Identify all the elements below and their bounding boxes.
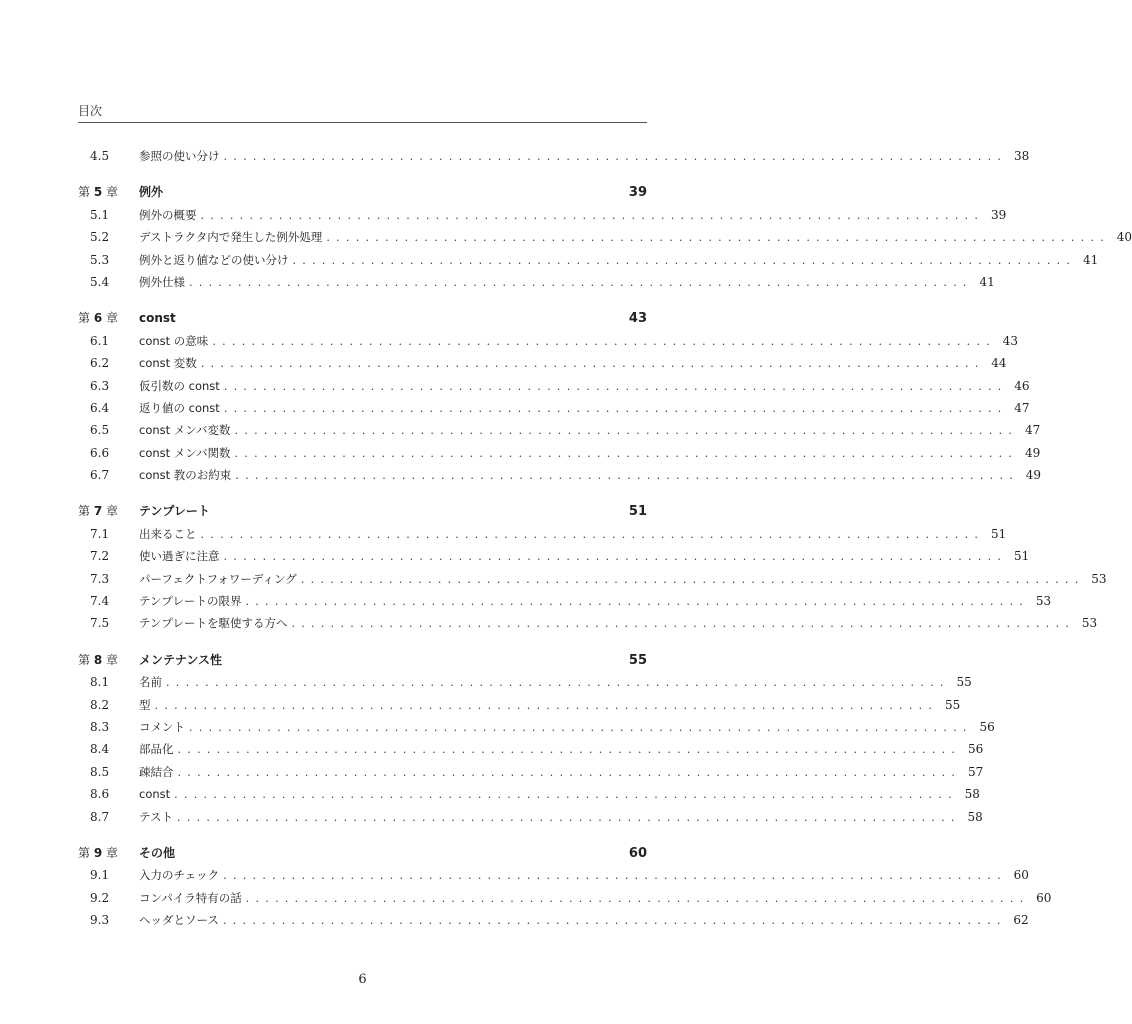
section-number: 8.3 (90, 719, 110, 734)
section-title: const メンバ関数 (139, 445, 231, 460)
section-page: 38 (1013, 149, 1030, 163)
dot-leader: ................................................................................ (177, 810, 961, 824)
section-title: const メンバ変数 (139, 423, 231, 438)
toc-section-entry[interactable] (78, 419, 1041, 441)
section-number: 9.3 (90, 913, 110, 928)
section-page: 56 (979, 719, 995, 734)
dot-leader: ................................................................................ (234, 446, 1019, 460)
section-number: 6.1 (90, 333, 110, 348)
chapter-prefix: 第 (78, 504, 91, 519)
table-of-contents (78, 145, 1132, 932)
dot-leader: ................................................................................ (223, 401, 1008, 415)
section-page: 55 (944, 697, 961, 712)
toc-chapter-entry[interactable] (78, 181, 647, 203)
section-number: 6.7 (90, 468, 110, 483)
dot-leader: ................................................................................ (177, 765, 962, 779)
toc-section-entry[interactable] (78, 738, 984, 760)
toc-section-entry[interactable] (78, 864, 1029, 886)
section-number: 6.5 (90, 423, 110, 438)
toc-section-entry[interactable] (78, 671, 972, 693)
dot-leader: ................................................................................ (292, 253, 1077, 267)
section-page: 44 (991, 356, 1007, 371)
section-page: 40 (1116, 230, 1132, 245)
section-title: 入力のチェック (139, 868, 220, 883)
toc-section-entry[interactable] (78, 330, 1019, 352)
dot-leader: ................................................................................ (200, 527, 985, 541)
section-page: 53 (1091, 571, 1107, 586)
section-page: 51 (1013, 549, 1030, 564)
toc-section-entry[interactable] (78, 545, 1030, 567)
chapter-page: 51 (628, 504, 647, 520)
dot-leader: ................................................................................ (223, 869, 1007, 883)
chapter-number (78, 842, 139, 864)
dot-leader: ................................................................................ (200, 208, 985, 222)
toc-section-entry[interactable] (78, 352, 1007, 374)
section-number: 8.1 (90, 675, 110, 690)
toc-section-entry[interactable] (78, 568, 1107, 590)
section-title: 出来ること (139, 526, 197, 541)
section-page: 53 (1081, 616, 1098, 631)
section-page: 43 (1002, 333, 1019, 348)
section-page: 57 (967, 764, 984, 779)
section-title: 使い過ぎに注意 (139, 549, 220, 564)
section-title: 名前 (139, 675, 162, 690)
section-title: テンプレートの限界 (139, 594, 242, 609)
dot-leader: ................................................................................ (189, 720, 973, 734)
section-number: 8.4 (90, 742, 110, 757)
section-number: 9.2 (90, 890, 110, 905)
chapter-title: テンプレート (139, 504, 210, 519)
chapter-page: 55 (628, 652, 647, 668)
toc-section-entry[interactable] (78, 145, 1030, 167)
section-page: 47 (1014, 400, 1030, 415)
section-page: 39 (990, 207, 1007, 222)
dot-leader: ................................................................................ (223, 550, 1008, 564)
toc-section-entry[interactable] (78, 590, 1052, 612)
section-title: 例外の概要 (139, 207, 197, 222)
section-title: 型 (139, 697, 151, 712)
section-title: コメント (139, 719, 185, 734)
section-number: 6.6 (90, 445, 110, 460)
chapter-page: 43 (628, 311, 647, 327)
chapter-suffix: 章 (106, 311, 119, 326)
section-title: テンプレートを駆使する方へ (139, 616, 288, 631)
section-number: 6.3 (90, 378, 110, 393)
section-title: 例外仕様 (139, 274, 185, 289)
section-page: 60 (1013, 868, 1029, 883)
section-number: 7.3 (90, 571, 110, 586)
chapter-num: 6 (93, 311, 103, 326)
chapter-title: メンテナンス性 (139, 652, 223, 667)
section-number: 5.3 (90, 252, 110, 267)
dot-leader: ................................................................................ (234, 424, 1019, 438)
section-title: ヘッダとソース (139, 913, 219, 928)
section-number: 8.2 (90, 697, 110, 712)
chapter-number (78, 181, 139, 203)
section-page: 58 (964, 787, 980, 802)
section-title: コンパイラ特有の話 (139, 890, 242, 905)
dot-leader: ................................................................................ (245, 595, 1030, 609)
chapter-suffix: 章 (106, 652, 119, 667)
dot-leader: ................................................................................ (245, 891, 1030, 905)
chapter-title: その他 (139, 845, 176, 860)
section-page: 47 (1024, 423, 1041, 438)
toc-section-entry[interactable] (78, 226, 1132, 248)
section-page: 60 (1036, 890, 1052, 905)
toc-section-entry[interactable] (78, 887, 1052, 909)
section-title: const 変数 (139, 356, 197, 371)
section-number: 5.1 (90, 207, 110, 222)
section-number: 8.5 (90, 764, 110, 779)
toc-section-entry[interactable] (78, 523, 1007, 545)
section-page: 49 (1024, 445, 1041, 460)
chapter-page: 39 (628, 185, 647, 201)
section-page: 53 (1035, 594, 1052, 609)
toc-section-entry[interactable] (78, 204, 1007, 226)
chapter-suffix: 章 (106, 504, 119, 519)
section-number: 7.5 (90, 616, 110, 631)
toc-section-entry[interactable] (78, 271, 995, 293)
section-number: 7.2 (90, 549, 110, 564)
dot-leader: ................................................................................ (177, 743, 962, 757)
section-page: 51 (990, 526, 1007, 541)
section-number: 7.4 (90, 594, 110, 609)
dot-leader: ................................................................................ (222, 914, 1007, 928)
toc-section-entry[interactable] (78, 397, 1030, 419)
dot-leader: ................................................................................ (235, 469, 1020, 483)
toc-section-entry[interactable] (78, 612, 1098, 634)
toc-chapter-entry[interactable] (78, 307, 647, 329)
dot-leader: ................................................................................ (154, 698, 939, 712)
header-rule (78, 122, 647, 123)
section-number: 5.4 (90, 274, 110, 289)
dot-leader: ................................................................................ (326, 231, 1111, 245)
section-title: パーフェクトフォワーディング (139, 571, 297, 586)
dot-leader: ................................................................................ (291, 617, 1076, 631)
section-page: 41 (979, 274, 995, 289)
section-number: 8.6 (90, 787, 110, 802)
section-title: const の意味 (139, 333, 209, 348)
toc-chapter-entry[interactable] (78, 649, 647, 671)
section-number: 8.7 (90, 809, 110, 824)
chapter-title: 例外 (139, 185, 164, 200)
section-page: 49 (1025, 468, 1042, 483)
section-title: const (139, 787, 171, 802)
toc-section-entry[interactable] (78, 716, 995, 738)
toc-section-entry[interactable] (78, 909, 1029, 931)
toc-section-entry[interactable] (78, 249, 1099, 271)
chapter-prefix: 第 (78, 311, 91, 326)
toc-chapter-entry[interactable] (78, 500, 647, 522)
dot-leader: ................................................................................ (200, 357, 985, 371)
section-title: 参照の使い分け (139, 149, 220, 163)
chapter-num: 9 (93, 845, 103, 860)
section-page: 46 (1014, 378, 1030, 393)
section-number: 7.1 (90, 526, 110, 541)
section-page: 41 (1082, 252, 1099, 267)
page-number: 6 (358, 972, 367, 987)
chapter-title: const (139, 311, 176, 326)
toc-section-entry[interactable] (78, 694, 961, 716)
chapter-prefix: 第 (78, 185, 91, 200)
section-number: 5.2 (90, 230, 110, 245)
chapter-suffix: 章 (106, 185, 119, 200)
chapter-num: 5 (93, 185, 103, 200)
dot-leader: ................................................................................ (166, 676, 950, 690)
toc-section-entry[interactable] (78, 375, 1030, 397)
dot-leader: ................................................................................ (174, 788, 958, 802)
section-title: 仮引数の const (139, 378, 220, 393)
section-title: デストラクタ内で発生した例外処理 (139, 230, 323, 245)
chapter-num: 7 (93, 504, 103, 519)
toc-section-entry[interactable] (78, 806, 983, 828)
chapter-number (78, 649, 139, 671)
chapter-prefix: 第 (78, 652, 91, 667)
section-page: 56 (967, 742, 984, 757)
section-page: 55 (956, 675, 972, 690)
chapter-prefix: 第 (78, 845, 91, 860)
dot-leader: ................................................................................ (189, 275, 973, 289)
section-page: 58 (967, 809, 983, 824)
toc-section-entry[interactable] (78, 442, 1041, 464)
section-title: 返り値の const (139, 400, 220, 415)
chapter-number (78, 500, 139, 522)
toc-section-entry[interactable] (78, 783, 980, 805)
section-title: 疎結合 (139, 764, 174, 779)
section-number: 6.4 (90, 400, 110, 415)
running-header: 目次 (78, 104, 103, 118)
section-title: const 教のお約束 (139, 468, 232, 483)
dot-leader: ................................................................................ (212, 334, 997, 348)
chapter-suffix: 章 (106, 845, 119, 860)
dot-leader: ................................................................................ (223, 150, 1008, 163)
dot-leader: ................................................................................ (300, 572, 1085, 586)
section-number: 6.2 (90, 356, 110, 371)
chapter-page: 60 (628, 845, 647, 861)
section-title: テスト (139, 809, 174, 824)
dot-leader: ................................................................................ (223, 379, 1008, 393)
chapter-num: 8 (93, 652, 103, 667)
toc-section-entry[interactable] (78, 761, 984, 783)
section-number: 4.5 (90, 149, 110, 163)
toc-section-entry[interactable] (78, 464, 1042, 486)
section-page: 62 (1013, 913, 1029, 928)
section-title: 例外と返り値などの使い分け (139, 252, 289, 267)
section-number: 9.1 (90, 868, 110, 883)
section-title: 部品化 (139, 742, 174, 757)
toc-chapter-entry[interactable] (78, 842, 647, 864)
chapter-number (78, 307, 139, 329)
